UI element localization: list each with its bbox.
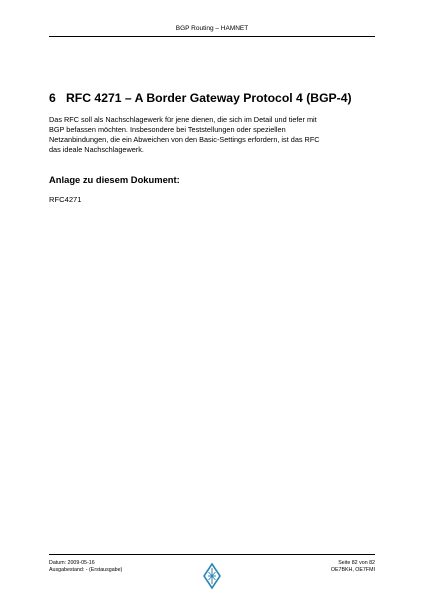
paragraph-line: das ideale Nachschlagewerk. bbox=[49, 144, 144, 154]
footer-divider bbox=[49, 554, 375, 555]
page-header: BGP Routing – HAMNET bbox=[175, 25, 249, 32]
paragraph-line: BGP befassen möchten. Insbesondere bei Teststellungen oder speziellen bbox=[49, 124, 286, 134]
footer-left bbox=[49, 560, 122, 573]
attachment-heading: Anlage zu diesem Dokument: bbox=[49, 174, 180, 185]
footer-authors: OE7BKH, OE7FMI bbox=[330, 566, 375, 573]
paragraph-line: Das RFC soll als Nachschlagewerk für jene dienen, die sich im Detail und tiefer mit bbox=[49, 115, 317, 124]
header-divider bbox=[49, 36, 375, 37]
footer-right bbox=[331, 560, 375, 573]
chapter-number: 6 bbox=[49, 91, 56, 105]
diamond-antenna-logo-icon bbox=[203, 563, 221, 589]
paragraph-line: Netzanbindungen, die ein Abweichen von den Basic-Settings erfordern, ist das RFC bbox=[49, 134, 320, 144]
attachment-reference: RFC4271 bbox=[49, 195, 82, 204]
footer-edition: Ausgabestand: - (Erstausgabe) bbox=[49, 566, 123, 573]
chapter-heading bbox=[49, 91, 379, 106]
footer-page-number: Seite 82 von 82 bbox=[338, 560, 375, 566]
footer-date: Datum: 2009-05-16 bbox=[49, 560, 95, 566]
chapter-title: RFC 4271 – A Border Gateway Protocol 4 (BGP-4) bbox=[66, 91, 352, 105]
body-paragraph bbox=[49, 115, 379, 155]
